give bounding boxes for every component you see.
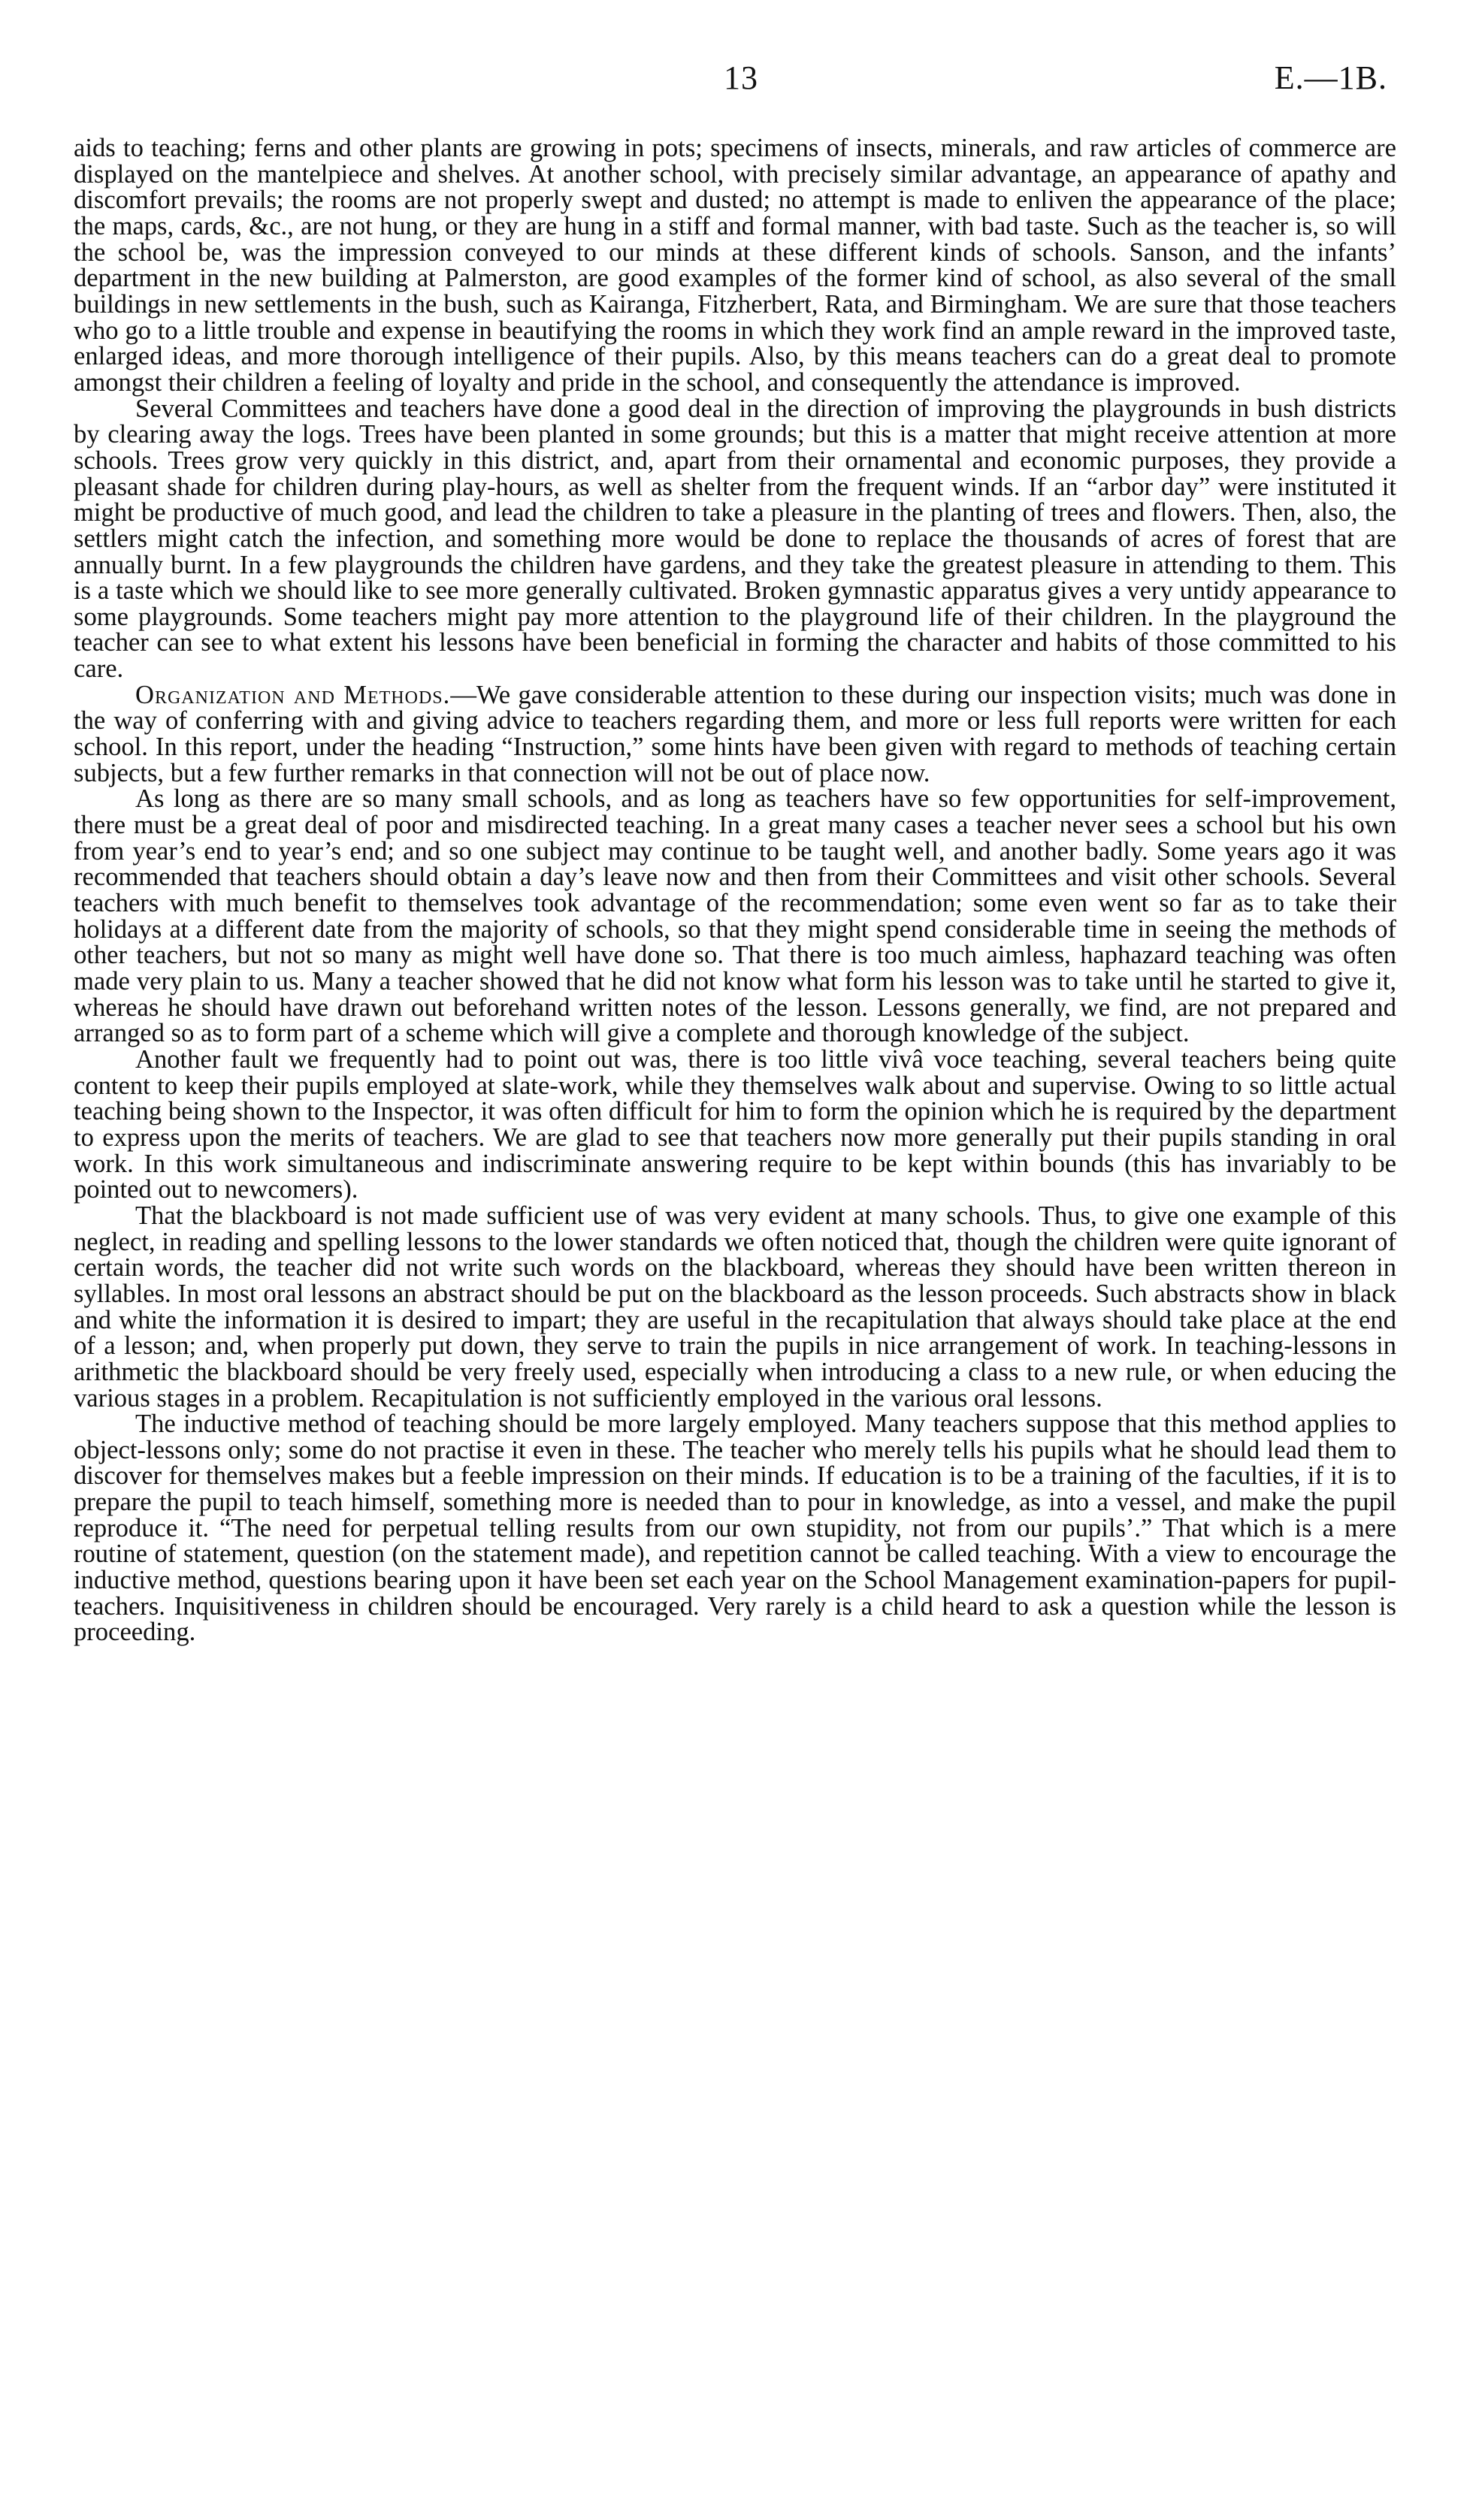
body-text bbox=[74, 135, 1396, 1645]
paragraph: As long as there are so many small schools, and as long as teachers have so few opportunities for self-improvement, there must be a great deal of poor and misdirected teaching. In a great many cases a teacher never sees a school but his own from year’s end to year’s end; and so one subject may continue to be taught well, and another badly. Some years ago it was recommended that teachers should obtain a day’s leave now and then from their Committees and visit other schools. Several teachers with much benefit to themselves took advantage of the recommendation; some even went so far as to take their holidays at a different date from the majority of schools, so that they might spend considerable time in seeing the methods of other teachers, but not so many as might well have done so. That there is too much aimless, haphazard teaching was often made very plain to us. Many a teacher showed that he did not know what form his lesson was to take until he started to give it, whereas he should have drawn out beforehand written notes of the lesson. Lessons generally, we find, are not prepared and arranged so as to form part of a scheme which will give a complete and thorough knowledge of the subject. bbox=[74, 784, 1396, 1048]
paragraph: Several Committees and teachers have done a good deal in the direction of improving the playgrounds in bush districts by clearing away the logs. Trees have been planted in some grounds; but this is a matter that might receive attention at more schools. Trees grow very quickly in this district, and, apart from their ornamental and economic purposes, they provide a pleasant shade for children during play-hours, as well as shelter from the frequent winds. If an “arbor day” were instituted it might be productive of much good, and lead the children to take a pleasure in the planting of trees and flowers. Then, also, the settlers might catch the infection, and something more would be done to replace the thousands of acres of forest that are annually burnt. In a few playgrounds the children have gardens, and they take the greatest pleasure in attending to them. This is a taste which we should like to see more generally cultivated. Broken gymnastic apparatus gives a very untidy appearance to some playgrounds. Some teachers might pay more attention to the playground life of their children. In the playground the teacher can see to what extent his lessons have been beneficial in forming the character and habits of those committed to his care. bbox=[74, 394, 1396, 684]
paragraph: That the blackboard is not made sufficient use of was very evident at many schools. Thus, to give one example of this neglect, in reading and spelling lessons to the lower standards we often noticed that, though the children were quite ignorant of certain words, the teacher did not write such words on the blackboard, whereas they should have been written thereon in syllables. In most oral lessons an abstract should be put on the blackboard as the lesson proceeds. Such abstracts show in black and white the information it is desired to impart; they are useful in the recapitulation that always should take place at the end of a lesson; and, when properly put down, they serve to train the pupils in nice arrangement of work. In teaching-lessons in arithmetic the blackboard should be very freely used, especially when introducing a class to a new rule, or when educing the various stages in a problem. Recapitulation is not sufficiently employed in the various oral lessons. bbox=[74, 1201, 1396, 1413]
paragraph bbox=[74, 682, 1396, 787]
paragraph-text: —We gave considerable attention to these during our inspection visits; much was done in the way of conferring with and giving advice to teachers regarding them, and more or less full reports were written for each school. In this report, under the heading “Instruction,” some hints have been given with regard to methods of teaching certain subjects, but a few further remarks in that connection will not be out of place now. bbox=[74, 680, 1396, 787]
document-reference: E.—1B. bbox=[1274, 59, 1387, 96]
page-number: 13 bbox=[724, 59, 758, 96]
paragraph: Another fault we frequently had to point out was, there is too little vivâ voce teaching, several teachers being quite content to keep their pupils employed at slate-work, while they themselves walk about and supervise. Owing to so little actual teaching being shown to the Inspector, it was often difficult for him to form the opinion which he is required by the department to express upon the merits of teachers. We are glad to see that teachers now more generally put their pupils standing in oral work. In this work simultaneous and indiscriminate answering require to be kept within bounds (this has invariably to be pointed out to newcomers). bbox=[74, 1044, 1396, 1204]
paragraph: aids to teaching; ferns and other plants are growing in pots; specimens of insects, minerals, and raw articles of commerce are displayed on the mantelpiece and shelves. At another school, with precisely similar advantage, an appearance of apathy and discomfort prevails; the rooms are not properly swept and dusted; no attempt is made to enliven the appearance of the place; the maps, cards, &c., are not hung, or they are hung in a stiff and formal manner, with bad taste. Such as the teacher is, so will the school be, was the impression conveyed to our minds at these different kinds of schools. Sanson, and the infants’ department in the new building at Palmerston, are good examples of the former kind of school, as also several of the small buildings in new settlements in the bush, such as Kairanga, Fitzherbert, Rata, and Birmingham. We are sure that those teachers who go to a little trouble and expense in beautifying the rooms in which they work find an ample reward in the improved taste, enlarged ideas, and more thorough intelligence of their pupils. Also, by this means teachers can do a great deal to promote amongst their children a feeling of loyalty and pride in the school, and consequently the attendance is improved. bbox=[74, 134, 1396, 397]
section-heading: Organization and Methods. bbox=[135, 680, 451, 709]
paragraph: The inductive method of teaching should be more largely employed. Many teachers suppose that this method applies to object-lessons only; some do not practise it even in these. The teacher who merely tells his pupils what he should lead them to discover for themselves makes but a feeble impression on their minds. If education is to be a training of the faculties, if it is to prepare the pupil to teach himself, something more is needed than to pour in knowledge, as into a vessel, and make the pupil reproduce it. “The need for perpetual telling results from our own stupidity, not from our pupils’.” That which is a mere routine of statement, question (on the statement made), and repetition cannot be called teaching. With a view to encourage the inductive method, questions bearing upon it have been set each year on the School Management examination-papers for pupil-teachers. Inquisitiveness in children should be encouraged. Very rarely is a child heard to ask a question while the lesson is proceeding. bbox=[74, 1410, 1396, 1647]
